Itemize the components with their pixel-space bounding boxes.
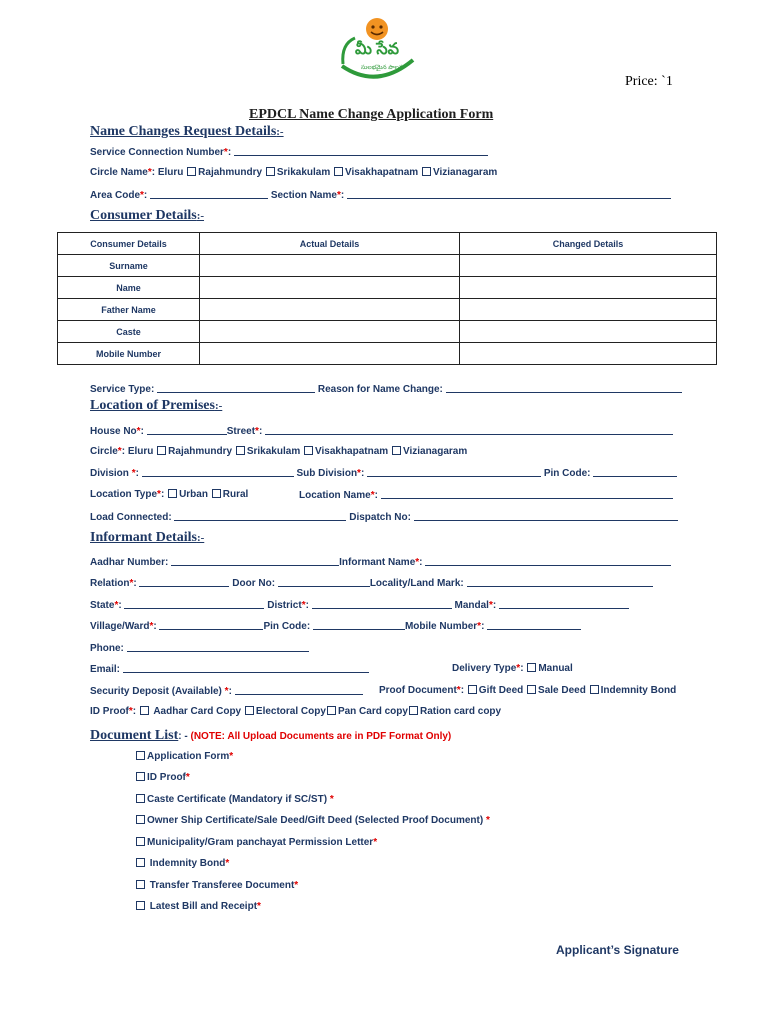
required-marker: *	[370, 490, 375, 501]
section-documents-label: Document List	[90, 728, 179, 743]
row-location-name: Location Name*:	[299, 489, 673, 501]
section-location-label: Location of Premises	[90, 398, 215, 413]
actual-cell[interactable]	[200, 299, 460, 321]
document-label: Indemnity Bond	[149, 858, 226, 869]
meeseva-logo	[337, 14, 417, 86]
row-delivery-type: Delivery Type*: Manual	[452, 663, 573, 674]
locality-field[interactable]	[467, 577, 653, 587]
document-item	[135, 794, 334, 805]
changed-cell[interactable]	[460, 277, 717, 299]
required-marker: *	[357, 468, 361, 479]
checkbox-ration-card[interactable]	[409, 706, 418, 715]
circle-option-vizianagaram: Vizianagaram	[402, 446, 468, 457]
required-marker: *	[147, 167, 152, 178]
area-code-label: Area Code	[90, 190, 141, 201]
required-marker: *	[329, 794, 334, 805]
row-label: Caste	[58, 321, 200, 343]
checkbox-indemnity-bond-doc[interactable]	[136, 858, 145, 867]
document-item	[135, 837, 377, 848]
pin-code-label: Pin Code:	[543, 468, 591, 479]
delivery-type-label: Delivery Type	[452, 663, 517, 674]
checkbox-permission-letter[interactable]	[136, 837, 145, 846]
checkbox-manual[interactable]	[527, 663, 536, 672]
column-header: Actual Details	[200, 233, 460, 255]
row-house-no: House No*: Street*:	[90, 425, 673, 437]
mobile-field[interactable]	[487, 620, 581, 630]
checkbox-indemnity-bond[interactable]	[590, 685, 599, 694]
checkbox-electoral[interactable]	[245, 706, 254, 715]
rural-label: Rural	[222, 489, 249, 500]
relation-label: Relation	[90, 578, 130, 589]
email-label: Email:	[90, 664, 121, 675]
required-marker: *	[255, 426, 259, 437]
checkbox-application-form[interactable]	[136, 751, 145, 760]
logo-sub-text: సులభమైన పాలన	[361, 65, 403, 71]
actual-cell[interactable]	[200, 277, 460, 299]
checkbox-visakhapatnam[interactable]	[304, 446, 313, 455]
village-label: Village/Ward	[90, 621, 150, 632]
state-label: State	[90, 600, 115, 611]
table-row	[58, 299, 717, 321]
row-label: Surname	[58, 255, 200, 277]
table-row	[58, 277, 717, 299]
required-marker: *	[223, 147, 228, 158]
required-marker: *	[301, 600, 306, 611]
circle-option-visakhapatnam: Visakhapatnam	[345, 167, 419, 178]
circle-option-srikakulam: Srikakulam	[246, 446, 301, 457]
circle-option-visakhapatnam: Visakhapatnam	[315, 446, 389, 457]
checkbox-transfer-document[interactable]	[136, 880, 145, 889]
mandal-field[interactable]	[499, 599, 629, 609]
row-id-proof: ID Proof*: Aadhar Card Copy Electoral Copy Pan Card copy Ration card copy	[90, 706, 502, 717]
mobile-label: Mobile Number	[404, 621, 478, 632]
house-no-label: House No	[90, 426, 137, 437]
row-load-connected	[90, 511, 678, 523]
row-village: Village/Ward*: Pin Code: Mobile Number*:	[90, 620, 581, 632]
required-marker: *	[415, 557, 420, 568]
dispatch-no-field[interactable]	[414, 511, 678, 521]
informant-name-field[interactable]	[425, 556, 671, 566]
checkbox-vizianagaram[interactable]	[392, 446, 401, 455]
document-item	[135, 858, 229, 869]
sale-deed-label: Sale Deed	[538, 685, 586, 696]
document-label: Caste Certificate (Mandatory if SC/ST)	[147, 794, 328, 805]
section-suffix: :-	[214, 400, 223, 412]
document-item	[135, 815, 490, 826]
security-deposit-label: Security Deposit (Available)	[90, 686, 222, 697]
document-label: Application Form	[147, 751, 230, 762]
required-marker: *	[149, 621, 154, 632]
row-service-connection: Service Connection Number*:	[90, 146, 488, 158]
circle-option-rajahmundry: Rajahmundry	[198, 167, 263, 178]
section-suffix: :-	[276, 126, 284, 138]
document-label: ID Proof	[147, 772, 186, 783]
documents-suffix: : -	[178, 731, 191, 742]
row-security-deposit: Security Deposit (Available) *:	[90, 685, 363, 697]
district-field[interactable]	[312, 599, 452, 609]
phone-field[interactable]	[127, 642, 309, 652]
reason-field[interactable]	[446, 383, 682, 393]
required-marker: *	[224, 686, 229, 697]
row-label: Mobile Number	[58, 343, 200, 365]
division-field[interactable]	[142, 467, 294, 477]
section-suffix: :-	[196, 210, 205, 222]
checkbox-caste-certificate[interactable]	[136, 794, 145, 803]
row-circle: Circle*: Eluru Rajahmundry Srikakulam Visakhapatnam Vizianagaram	[90, 446, 468, 457]
document-label: Transfer Transferee Document	[149, 880, 295, 891]
section-consumer	[90, 208, 204, 224]
checkbox-vizianagaram[interactable]	[422, 167, 431, 176]
row-service-type	[90, 383, 682, 395]
required-marker: *	[485, 815, 490, 826]
pin-code-field[interactable]	[593, 467, 677, 477]
document-item	[135, 751, 233, 762]
document-label: Municipality/Gram panchayat Permission Letter	[147, 837, 374, 848]
row-email	[90, 663, 369, 675]
service-connection-label: Service Connection Number	[90, 147, 224, 158]
street-label: Street	[226, 426, 256, 437]
door-no-field[interactable]	[278, 577, 370, 587]
row-document-list	[90, 726, 451, 744]
required-marker: *	[336, 190, 341, 201]
table-row	[58, 321, 717, 343]
pin-code-field[interactable]	[313, 620, 405, 630]
urban-label: Urban	[179, 489, 208, 500]
checkbox-srikakulam[interactable]	[236, 446, 245, 455]
checkbox-visakhapatnam[interactable]	[334, 167, 343, 176]
document-item	[135, 901, 261, 912]
area-code-field[interactable]	[150, 189, 268, 199]
checkbox-rajahmundry[interactable]	[187, 167, 196, 176]
door-no-label: Door No:	[232, 578, 276, 589]
row-location-type: Location Type*: Urban Rural	[90, 489, 249, 500]
row-aadhar: Aadhar Number: Informant Name*:	[90, 556, 671, 568]
email-field[interactable]	[123, 663, 369, 673]
required-marker: *	[136, 426, 141, 437]
actual-cell[interactable]	[200, 343, 460, 365]
required-marker: *	[129, 578, 134, 589]
checkbox-gift-deed[interactable]	[468, 685, 477, 694]
location-name-label: Location Name	[299, 490, 371, 501]
sub-division-field[interactable]	[367, 467, 541, 477]
checkbox-ownership-certificate[interactable]	[136, 815, 145, 824]
actual-cell[interactable]	[200, 321, 460, 343]
section-consumer-label: Consumer Details	[90, 208, 197, 223]
circle-label: Circle	[90, 446, 118, 457]
circle-name-label: Circle Name	[90, 167, 148, 178]
required-marker: *	[185, 772, 190, 783]
required-marker: *	[225, 858, 230, 869]
table-row	[58, 343, 717, 365]
location-name-field[interactable]	[381, 489, 673, 499]
required-marker: *	[477, 621, 482, 632]
division-label: Division	[90, 468, 129, 479]
required-marker: *	[373, 837, 378, 848]
section-informant-label: Informant Details	[90, 530, 197, 545]
manual-label: Manual	[538, 663, 573, 674]
service-type-field[interactable]	[157, 383, 315, 393]
row-relation: Relation*: Door No: Locality/Land Mark:	[90, 577, 653, 589]
required-marker: *	[157, 489, 161, 500]
row-area-code: Area Code*: Section Name*:	[90, 189, 671, 201]
indemnity-bond-label: Indemnity Bond	[600, 685, 677, 696]
circle-option-vizianagaram: Vizianagaram	[432, 167, 498, 178]
documents-note: (NOTE: All Upload Documents are in PDF Format Only)	[190, 731, 452, 742]
section-suffix: :-	[196, 532, 205, 544]
mandal-label: Mandal	[454, 600, 489, 611]
row-label: Name	[58, 277, 200, 299]
column-header: Changed Details	[460, 233, 717, 255]
aadhar-card-label: Aadhar Card Copy	[153, 706, 242, 717]
required-marker: *	[257, 901, 261, 912]
section-name-field[interactable]	[347, 189, 671, 199]
district-label: District	[267, 600, 302, 611]
required-marker: *	[456, 685, 461, 696]
gift-deed-label: Gift Deed	[478, 685, 524, 696]
pin-code-label: Pin Code:	[263, 621, 311, 632]
security-deposit-field[interactable]	[235, 685, 363, 695]
changed-cell[interactable]	[460, 299, 717, 321]
required-marker: *	[516, 663, 521, 674]
required-marker: *	[114, 600, 119, 611]
changed-cell[interactable]	[460, 321, 717, 343]
checkbox-urban[interactable]	[168, 489, 177, 498]
document-item	[135, 772, 190, 783]
logo-main-text: మీ సేవ	[355, 41, 399, 58]
row-circle-name: Circle Name*: Eluru Rajahmundry Srikakulam Visakhapatnam Vizianagaram	[90, 167, 498, 178]
load-connected-label: Load Connected:	[90, 512, 172, 523]
house-no-field[interactable]	[147, 425, 227, 435]
applicant-signature: Applicant’s Signature	[556, 943, 679, 957]
electoral-label: Electoral Copy	[255, 706, 326, 717]
phone-label: Phone:	[90, 643, 124, 654]
table-row	[58, 255, 717, 277]
required-marker: *	[117, 446, 122, 457]
price-label: Price: `1	[625, 74, 673, 89]
checkbox-rural[interactable]	[212, 489, 221, 498]
section-location	[90, 398, 222, 414]
service-connection-field[interactable]	[234, 146, 488, 156]
row-phone	[90, 642, 309, 654]
document-label: Latest Bill and Receipt	[149, 901, 258, 912]
checkbox-aadhar-card[interactable]	[140, 706, 149, 715]
sub-division-label: Sub Division	[296, 468, 358, 479]
form-title: EPDCL Name Change Application Form	[249, 107, 494, 122]
street-field[interactable]	[265, 425, 673, 435]
section-name-label: Section Name	[270, 190, 337, 201]
document-label: Owner Ship Certificate/Sale Deed/Gift Deed (Selected Proof Document)	[147, 815, 484, 826]
proof-document-label: Proof Document	[379, 685, 457, 696]
ration-card-label: Ration card copy	[419, 706, 502, 717]
row-proof-document: Proof Document*: Gift Deed Sale Deed Indemnity Bond	[379, 685, 677, 696]
checkbox-sale-deed[interactable]	[527, 685, 536, 694]
table-header-row	[58, 233, 717, 255]
circle-option-srikakulam: Srikakulam	[276, 167, 331, 178]
locality-label: Locality/Land Mark:	[369, 578, 464, 589]
row-label: Father Name	[58, 299, 200, 321]
checkbox-pan-card[interactable]	[327, 706, 336, 715]
required-marker: *	[140, 190, 144, 201]
consumer-details-table	[57, 232, 717, 365]
required-marker: *	[128, 706, 133, 717]
checkbox-latest-bill[interactable]	[136, 901, 145, 910]
circle-option-rajahmundry: Rajahmundry	[168, 446, 233, 457]
required-marker: *	[131, 468, 136, 479]
state-field[interactable]	[124, 599, 264, 609]
actual-cell[interactable]	[200, 255, 460, 277]
section-name-changes	[90, 124, 284, 140]
relation-field[interactable]	[139, 577, 229, 587]
column-header: Consumer Details	[58, 233, 200, 255]
load-connected-field[interactable]	[174, 511, 346, 521]
required-marker: *	[229, 751, 234, 762]
circle-option-eluru: Eluru	[157, 167, 184, 178]
aadhar-label: Aadhar Number:	[90, 557, 169, 568]
row-division: Division *: Sub Division*: Pin Code:	[90, 467, 677, 479]
required-marker: *	[294, 880, 299, 891]
reason-label: Reason for Name Change:	[317, 384, 443, 395]
village-field[interactable]	[159, 620, 263, 630]
section-name-changes-label: Name Changes Request Details	[90, 124, 277, 139]
required-marker: *	[488, 600, 493, 611]
checkbox-srikakulam[interactable]	[266, 167, 275, 176]
row-state: State*: District*: Mandal*:	[90, 599, 629, 611]
dispatch-no-label: Dispatch No:	[349, 512, 411, 523]
location-type-label: Location Type	[90, 489, 158, 500]
aadhar-field[interactable]	[171, 556, 339, 566]
circle-option-eluru: Eluru	[127, 446, 154, 457]
service-type-label: Service Type:	[90, 384, 155, 395]
informant-name-label: Informant Name	[339, 557, 416, 568]
changed-cell[interactable]	[460, 343, 717, 365]
id-proof-label: ID Proof	[90, 706, 129, 717]
section-informant	[90, 530, 204, 546]
pan-card-label: Pan Card copy	[337, 706, 408, 717]
checkbox-rajahmundry[interactable]	[157, 446, 166, 455]
changed-cell[interactable]	[460, 255, 717, 277]
document-item	[135, 880, 298, 891]
checkbox-id-proof[interactable]	[136, 772, 145, 781]
